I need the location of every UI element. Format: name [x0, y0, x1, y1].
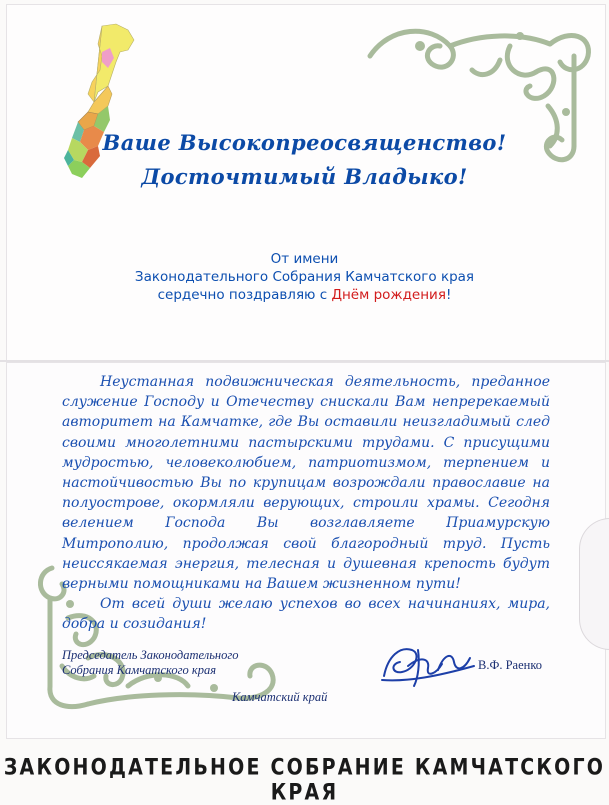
signatory-title — [62, 648, 238, 678]
signatory-title-line-1: Председатель Законодательного — [62, 648, 239, 662]
signatory-title-line-2: Собрания Камчатского края — [62, 663, 217, 677]
footer-caption: ЗАКОНОДАТЕЛЬНОЕ СОБРАНИЕ КАМЧАТСКОГО КРАЯ — [3, 754, 606, 805]
letter-paragraph-1: Неустанная подвижническая деятельность, преданное служение Господу и Отечеству снискали Вам непререкаемый авторитет на Камчатке, где Вы оставили неизгладимый след своими многолетними пастырскими трудами. С присущими мудростью, человеколюбием, патриотизмом, терпением и настойчивостью Вы по крупицам возрождали православие на полуострове, окормляли верующих, строили храмы. Сегодня велением Господа Вы возглавляете Приамурскую Митрополию, продолжая свой благородный труд. Пусть неиссякаемая энергия, телесная и душевная крепость будут верными помощниками на Вашем жизненном пути! — [62, 374, 550, 593]
letter-body — [62, 372, 550, 635]
greeting-line-1: Ваше Высокопреосвященство! — [102, 130, 507, 155]
card-tab-slot — [579, 518, 609, 650]
letter-paragraph-2: От всей души желаю успехов во всех начинаниях, мира, добра и созидания! — [62, 596, 550, 633]
intro-line-3 — [0, 287, 609, 303]
greeting-line-2: Досточтимый Владыко! — [141, 164, 468, 189]
kamchatka-map-icon — [58, 22, 136, 182]
signatory-name: В.Ф. Раенко — [478, 658, 543, 672]
intro-line-1: От имени — [270, 251, 339, 267]
birthday-highlight: Днём рождения — [331, 287, 446, 303]
region-label: Камчатский край — [232, 690, 328, 704]
intro-line-3-prefix: сердечно поздравляю с — [157, 287, 332, 303]
intro-line-2: Законодательного Собрания Камчатского края — [134, 269, 475, 285]
handwritten-signature — [378, 636, 478, 688]
intro-line-3-suffix: ! — [445, 287, 452, 303]
